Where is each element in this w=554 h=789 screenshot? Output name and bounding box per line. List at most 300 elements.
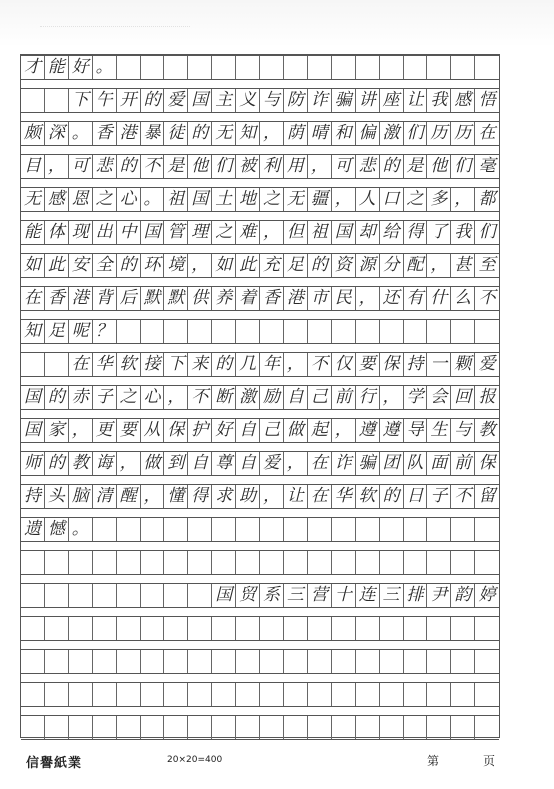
grid-cell <box>93 617 117 640</box>
grid-cell: 激 <box>236 386 260 409</box>
grid-cell: 软 <box>117 353 141 376</box>
grid-cell <box>475 683 499 706</box>
grid-cell: ， <box>451 188 475 211</box>
grid-cell: 。 <box>69 518 93 541</box>
grid-cell: 还 <box>380 287 404 310</box>
grid-cell <box>380 518 404 541</box>
grid-cell: 充 <box>260 254 284 277</box>
grid-cell: 才 <box>21 56 45 79</box>
grid-cell <box>45 617 69 640</box>
grid-cell <box>332 716 356 739</box>
grid-cell: 源 <box>356 254 380 277</box>
grid-cell: 荫 <box>284 122 308 145</box>
grid-cell: 祖 <box>164 188 188 211</box>
grid-cell <box>451 683 475 706</box>
grid-cell: 国 <box>212 584 236 607</box>
grid-cell <box>21 584 45 607</box>
grid-cell <box>45 683 69 706</box>
grid-cell <box>308 716 332 739</box>
grid-cell: 自 <box>236 452 260 475</box>
grid-cell: 护 <box>188 419 212 442</box>
grid-cell: 配 <box>404 254 428 277</box>
grid-cell: 港 <box>117 122 141 145</box>
grid-cell <box>427 320 451 343</box>
grid-row <box>21 418 499 443</box>
grid-cell: 的 <box>117 155 141 178</box>
grid-cell <box>69 584 93 607</box>
grid-cell: 激 <box>380 122 404 145</box>
grid-cell: 爱 <box>478 354 496 374</box>
grid-cell <box>356 716 380 739</box>
grid-cell: 要 <box>117 419 141 442</box>
grid-cell <box>451 551 475 574</box>
grid-cell <box>212 320 236 343</box>
grid-cell <box>141 518 165 541</box>
grid-cell: 讲 <box>356 89 380 112</box>
grid-cell <box>212 683 236 706</box>
grid-cell <box>284 551 308 574</box>
grid-cell: 清 <box>93 485 117 508</box>
grid-cell: 有 <box>404 287 428 310</box>
grid-cell <box>21 617 45 640</box>
grid-cell <box>475 617 499 640</box>
grid-cell: 们 <box>212 155 236 178</box>
grid-cell <box>164 518 188 541</box>
grid-cell: 知 <box>21 320 45 343</box>
grid-cell: 三 <box>380 584 404 607</box>
grid-cell: 助 <box>236 485 260 508</box>
footer-page-suffix: 页 <box>483 754 496 768</box>
grid-cell <box>188 518 212 541</box>
grid-cell: 悲 <box>93 155 117 178</box>
grid-cell: 给 <box>380 221 404 244</box>
grid-cell <box>284 617 308 640</box>
grid-cell <box>212 650 236 673</box>
grid-cell: 足 <box>284 254 308 277</box>
grid-cell: 的 <box>45 452 69 475</box>
grid-cell <box>188 584 212 607</box>
grid-cell <box>427 56 451 79</box>
grid-row <box>21 451 499 476</box>
grid-cell <box>117 716 141 739</box>
grid-cell: ， <box>117 452 141 475</box>
grid-cell: 前 <box>332 386 356 409</box>
grid-cell <box>451 518 475 541</box>
grid-cell <box>356 650 380 673</box>
grid-cell: 港 <box>69 287 93 310</box>
grid-cell: 断 <box>212 386 236 409</box>
grid-cell: 着 <box>236 287 260 310</box>
grid-cell <box>188 551 212 574</box>
grid-cell <box>212 56 236 79</box>
grid-cell: 心 <box>117 188 141 211</box>
grid-cell: 报 <box>478 387 496 407</box>
grid-cell: 晴 <box>308 122 332 145</box>
grid-cell <box>21 650 45 673</box>
footer-page-label: 第 <box>427 754 440 768</box>
grid-cell <box>475 650 499 673</box>
grid-cell <box>404 320 428 343</box>
grid-cell: 的 <box>212 353 236 376</box>
grid-cell: 徒 <box>164 122 188 145</box>
grid-cell: 国 <box>21 386 45 409</box>
grid-cell: 利 <box>260 155 284 178</box>
grid-cell: 诲 <box>93 452 117 475</box>
grid-cell <box>236 650 260 673</box>
grid-cell: 此 <box>45 254 69 277</box>
grid-cell <box>45 353 69 376</box>
grid-cell: 他 <box>188 155 212 178</box>
grid-cell <box>141 617 165 640</box>
grid-cell <box>93 551 117 574</box>
grid-cell <box>284 320 308 343</box>
grid-cell: 用 <box>284 155 308 178</box>
grid-cell: 让 <box>284 485 308 508</box>
grid-cell: 尹 <box>427 584 451 607</box>
grid-cell: 遗 <box>21 518 45 541</box>
grid-cell: ， <box>284 452 308 475</box>
grid-cell <box>404 56 428 79</box>
grid-cell: 华 <box>93 353 117 376</box>
grid-cell <box>236 320 260 343</box>
grid-cell <box>236 683 260 706</box>
grid-cell: 至 <box>478 255 496 275</box>
grid-cell: 己 <box>308 386 332 409</box>
grid-cell <box>188 320 212 343</box>
grid-cell: 下 <box>164 353 188 376</box>
grid-cell <box>117 617 141 640</box>
grid-cell: 国 <box>141 221 165 244</box>
grid-row <box>21 583 499 608</box>
grid-cell: 心 <box>141 386 165 409</box>
grid-cell: 义 <box>236 89 260 112</box>
grid-cell: 在 <box>308 485 332 508</box>
grid-cell <box>188 56 212 79</box>
grid-cell <box>356 683 380 706</box>
grid-cell <box>93 716 117 739</box>
grid-cell: 爱 <box>164 89 188 112</box>
grid-cell: 诈 <box>332 452 356 475</box>
grid-cell: 的 <box>188 122 212 145</box>
grid-cell <box>284 716 308 739</box>
grid-cell <box>308 617 332 640</box>
grid-cell <box>284 518 308 541</box>
grid-cell: 骗 <box>332 89 356 112</box>
grid-cell: 仅 <box>332 353 356 376</box>
grid-cell: 香 <box>260 287 284 310</box>
grid-cell: 出 <box>93 221 117 244</box>
grid-cell <box>164 584 188 607</box>
grid-cell: 起 <box>308 419 332 442</box>
grid-cell: 防 <box>284 89 308 112</box>
grid-cell <box>164 56 188 79</box>
grid-cell <box>236 551 260 574</box>
grid-cell: 和 <box>332 122 356 145</box>
grid-cell: 在 <box>308 452 332 475</box>
grid-cell: 留 <box>478 486 496 506</box>
grid-cell <box>164 716 188 739</box>
grid-cell: 暴 <box>141 122 165 145</box>
grid-cell <box>475 320 499 343</box>
grid-cell <box>356 518 380 541</box>
grid-cell: 营 <box>308 584 332 607</box>
grid-cell: 的 <box>308 254 332 277</box>
grid-cell: 保 <box>478 453 496 473</box>
grid-cell <box>236 617 260 640</box>
grid-cell: ， <box>164 386 188 409</box>
grid-cell <box>451 716 475 739</box>
grid-cell: 更 <box>93 419 117 442</box>
grid-cell: 颗 <box>451 353 475 376</box>
grid-cell: 管 <box>164 221 188 244</box>
grid-cell: 无 <box>284 188 308 211</box>
grid-cell: 难 <box>236 221 260 244</box>
grid-cell: 了 <box>427 221 451 244</box>
grid-cell <box>380 617 404 640</box>
grid-cell: 头 <box>45 485 69 508</box>
grid-cell: 韵 <box>451 584 475 607</box>
grid-cell <box>212 551 236 574</box>
grid-row <box>21 484 499 509</box>
grid-row <box>21 319 499 344</box>
grid-cell: 但 <box>284 221 308 244</box>
grid-cell <box>356 551 380 574</box>
grid-cell: 的 <box>45 386 69 409</box>
grid-cell: 土 <box>212 188 236 211</box>
grid-cell: 国 <box>21 419 45 442</box>
grid-row <box>21 385 499 410</box>
grid-cell: 在 <box>69 353 93 376</box>
grid-cell: 主 <box>212 89 236 112</box>
grid-cell: 。 <box>69 122 93 145</box>
grid-cell: 祖 <box>308 221 332 244</box>
grid-cell: 们 <box>478 222 496 242</box>
grid-cell <box>404 716 428 739</box>
grid-cell <box>260 56 284 79</box>
grid-cell <box>164 650 188 673</box>
grid-cell: 尊 <box>212 452 236 475</box>
grid-row <box>21 682 499 707</box>
grid-cell <box>427 518 451 541</box>
grid-cell: 能 <box>45 56 69 79</box>
grid-cell: 来 <box>188 353 212 376</box>
grid-cell: 的 <box>117 254 141 277</box>
grid-cell <box>308 56 332 79</box>
grid-cell: 体 <box>45 221 69 244</box>
grid-cell: 历 <box>427 122 451 145</box>
header-smudge <box>40 26 190 37</box>
grid-cell: 华 <box>332 485 356 508</box>
grid-cell: 么 <box>451 287 475 310</box>
grid-cell: 与 <box>260 89 284 112</box>
grid-cell: 现 <box>69 221 93 244</box>
grid-cell <box>69 650 93 673</box>
grid-cell: 教 <box>478 420 496 440</box>
grid-cell <box>451 617 475 640</box>
grid-cell: 。 <box>93 56 117 79</box>
grid-cell <box>117 584 141 607</box>
grid-cell: 得 <box>404 221 428 244</box>
grid-cell: 之 <box>260 188 284 211</box>
grid-cell <box>427 551 451 574</box>
grid-cell: 甚 <box>451 254 475 277</box>
grid-cell: 是 <box>404 155 428 178</box>
grid-cell <box>332 617 356 640</box>
grid-cell: 导 <box>404 419 428 442</box>
grid-cell <box>45 89 69 112</box>
grid-cell: 香 <box>45 287 69 310</box>
grid-row <box>21 88 499 113</box>
grid-cell: 毫 <box>478 156 496 176</box>
grid-cell: 的 <box>380 485 404 508</box>
grid-cell <box>380 551 404 574</box>
grid-cell: 婷 <box>478 585 496 605</box>
grid-cell: 疆 <box>308 188 332 211</box>
grid-cell: 之 <box>93 188 117 211</box>
grid-cell: 得 <box>188 485 212 508</box>
grid-cell <box>260 551 284 574</box>
grid-cell <box>380 716 404 739</box>
grid-cell: 午 <box>93 89 117 112</box>
grid-cell <box>45 716 69 739</box>
grid-cell <box>69 617 93 640</box>
grid-cell: 感 <box>45 188 69 211</box>
grid-cell: 生 <box>427 419 451 442</box>
grid-cell: 无 <box>212 122 236 145</box>
grid-cell <box>260 716 284 739</box>
grid-cell: 悲 <box>356 155 380 178</box>
grid-row <box>21 121 499 146</box>
grid-cell: 自 <box>236 419 260 442</box>
grid-cell: 颇 <box>21 122 45 145</box>
grid-cell: 到 <box>164 452 188 475</box>
grid-cell: 呢 <box>69 320 93 343</box>
grid-cell <box>260 617 284 640</box>
grid-cell: 教 <box>69 452 93 475</box>
manuscript-grid <box>20 54 500 738</box>
grid-cell: ， <box>260 221 284 244</box>
grid-cell <box>380 320 404 343</box>
grid-cell <box>332 56 356 79</box>
grid-cell: 团 <box>380 452 404 475</box>
grid-cell: 脑 <box>69 485 93 508</box>
grid-cell <box>69 716 93 739</box>
grid-cell: 人 <box>356 188 380 211</box>
grid-cell: 好 <box>212 419 236 442</box>
grid-cell <box>427 617 451 640</box>
grid-row <box>21 352 499 377</box>
grid-row <box>21 517 499 542</box>
grid-cell <box>356 617 380 640</box>
grid-cell: 从 <box>141 419 165 442</box>
grid-cell: 做 <box>141 452 165 475</box>
grid-cell: 目 <box>21 155 45 178</box>
grid-cell <box>260 650 284 673</box>
grid-cell <box>427 650 451 673</box>
grid-cell: ， <box>141 485 165 508</box>
grid-cell <box>117 518 141 541</box>
grid-cell: 求 <box>212 485 236 508</box>
grid-cell <box>93 518 117 541</box>
grid-row <box>21 649 499 674</box>
grid-cell: 励 <box>260 386 284 409</box>
grid-cell <box>260 683 284 706</box>
grid-cell: 分 <box>380 254 404 277</box>
grid-cell: 子 <box>427 485 451 508</box>
grid-cell: 队 <box>404 452 428 475</box>
grid-cell <box>141 56 165 79</box>
grid-cell: 什 <box>427 287 451 310</box>
grid-cell: ？ <box>93 320 117 343</box>
footer-brand: 信譽紙業 <box>26 756 83 771</box>
grid-cell: 做 <box>284 419 308 442</box>
grid-cell <box>404 617 428 640</box>
grid-cell: ， <box>188 254 212 277</box>
grid-cell: 的 <box>380 155 404 178</box>
grid-cell: 不 <box>141 155 165 178</box>
grid-cell <box>188 650 212 673</box>
grid-cell: 国 <box>332 221 356 244</box>
grid-cell <box>212 518 236 541</box>
grid-cell: 却 <box>356 221 380 244</box>
grid-cell <box>21 551 45 574</box>
grid-cell <box>404 683 428 706</box>
grid-cell: 们 <box>451 155 475 178</box>
grid-cell <box>21 89 45 112</box>
footer-grid-spec: 20×20=400 <box>167 755 223 765</box>
grid-cell: ， <box>427 254 451 277</box>
grid-cell: 不 <box>308 353 332 376</box>
grid-row <box>21 55 499 80</box>
grid-cell: 连 <box>356 584 380 607</box>
grid-cell: 国 <box>188 89 212 112</box>
grid-cell: 前 <box>451 452 475 475</box>
grid-cell: 如 <box>21 254 45 277</box>
grid-cell <box>164 683 188 706</box>
grid-cell: ， <box>308 155 332 178</box>
grid-cell: 与 <box>451 419 475 442</box>
grid-cell: 懂 <box>164 485 188 508</box>
grid-cell <box>260 320 284 343</box>
grid-cell <box>164 551 188 574</box>
grid-cell <box>260 518 284 541</box>
grid-cell: 持 <box>21 485 45 508</box>
grid-cell: 民 <box>332 287 356 310</box>
grid-cell: 回 <box>451 386 475 409</box>
grid-cell <box>308 320 332 343</box>
grid-cell: 国 <box>188 188 212 211</box>
grid-cell <box>141 584 165 607</box>
grid-cell: 背 <box>93 287 117 310</box>
grid-cell: 赤 <box>69 386 93 409</box>
grid-cell: 全 <box>93 254 117 277</box>
grid-cell <box>284 683 308 706</box>
grid-cell: ， <box>332 188 356 211</box>
grid-cell: 安 <box>69 254 93 277</box>
grid-cell <box>141 683 165 706</box>
grid-cell: 开 <box>117 89 141 112</box>
grid-cell: 遵 <box>380 419 404 442</box>
grid-cell <box>69 551 93 574</box>
grid-cell <box>45 650 69 673</box>
grid-cell: 之 <box>404 188 428 211</box>
grid-cell <box>380 56 404 79</box>
grid-cell <box>404 551 428 574</box>
grid-cell <box>475 518 499 541</box>
grid-cell: 憾 <box>45 518 69 541</box>
grid-cell: ， <box>45 155 69 178</box>
grid-cell: 多 <box>427 188 451 211</box>
